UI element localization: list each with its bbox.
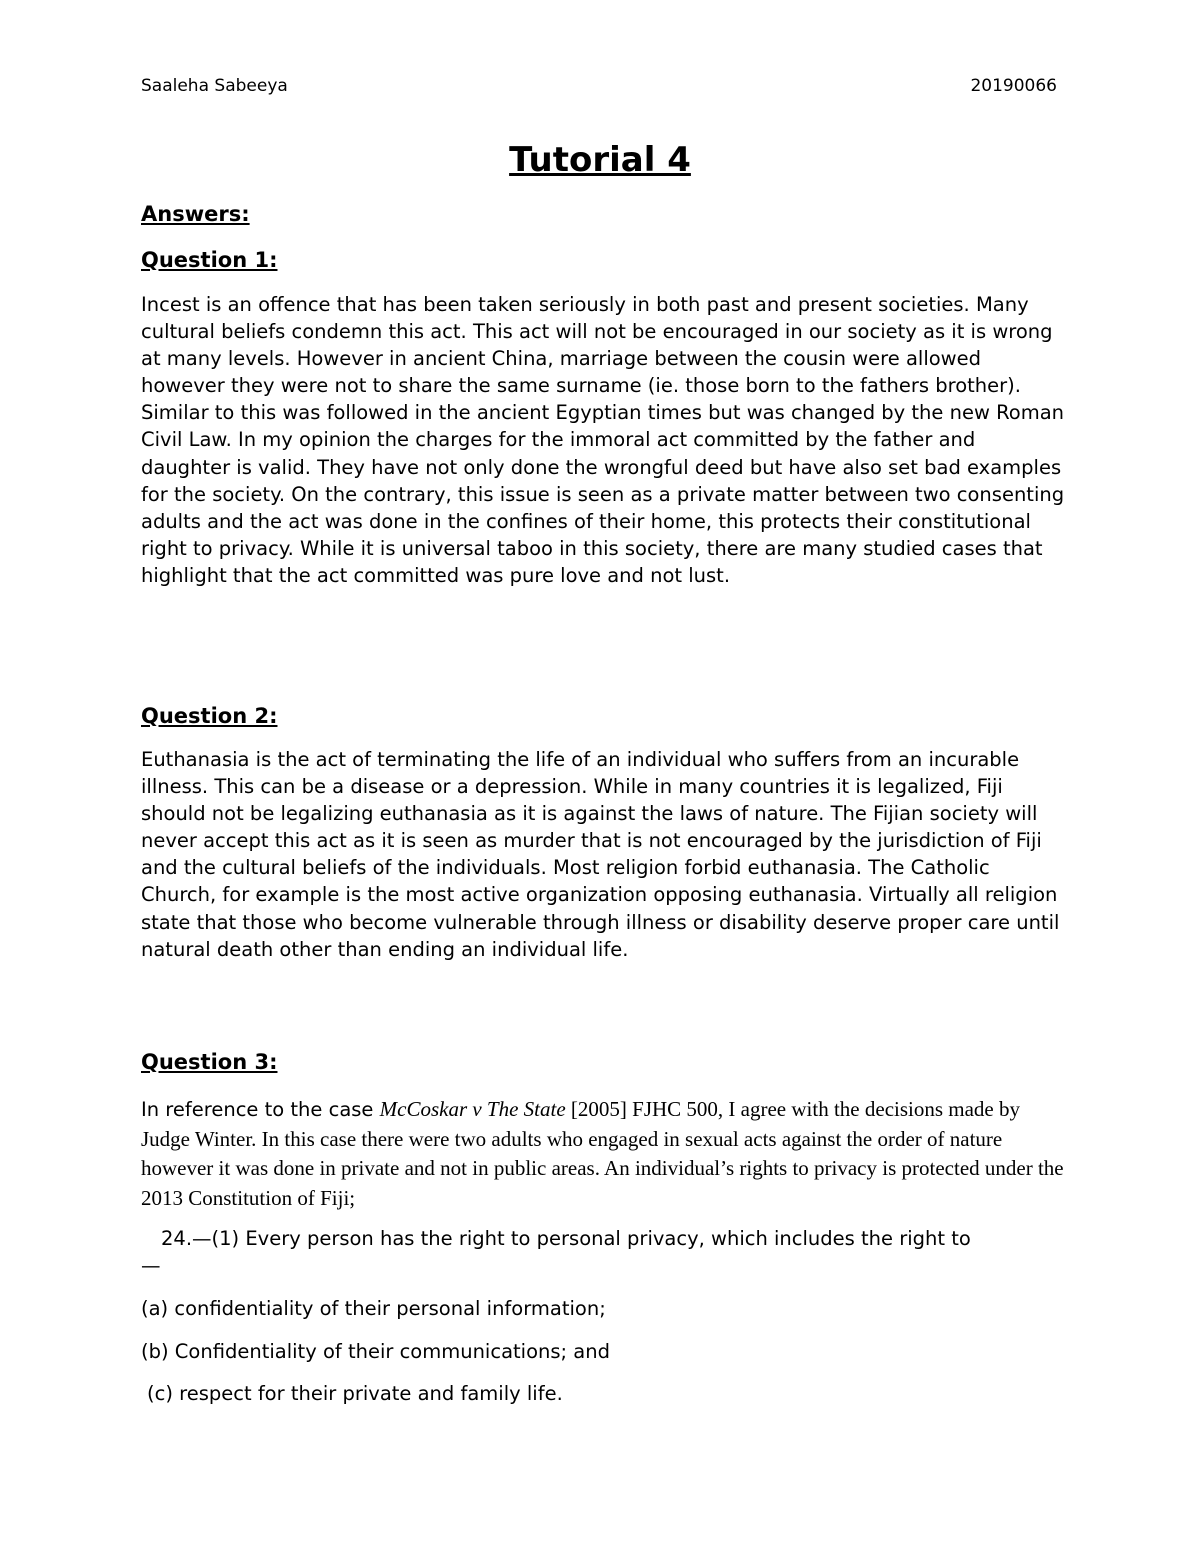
page-title: Tutorial 4 bbox=[509, 140, 691, 180]
constitution-section-line1: 24.—(1) Every person has the right to personal privacy, which includes the right to bbox=[161, 1227, 971, 1250]
question-2-heading: Question 2: bbox=[141, 704, 278, 728]
question-1-heading: Question 1: bbox=[141, 248, 278, 272]
constitution-item-a: (a) confidentiality of their personal information; bbox=[141, 1297, 606, 1320]
student-id: 20190066 bbox=[970, 76, 1057, 96]
case-name: McCoskar v The State bbox=[379, 1097, 566, 1121]
intro-serif-text: [2005] FJHC 500, I agree with the decisions made by Judge Winter. In this case there were two adults who engaged in sexual acts against the order of nature however it was done in private and not in public areas. An individual’s rights to privacy is protected under the 2013 Constitution of Fiji; bbox=[141, 1097, 1064, 1210]
question-1-answer: Incest is an offence that has been taken seriously in both past and present societies. Many cultural beliefs condemn this act. This act will not be encouraged in our society as it is wrong at many levels. However in ancient China, marriage between the cousin were allowed however they were not to share the same surname (ie. those born to the fathers brother). Similar to this was followed in the ancient Egyptian times but was changed by the new Roman Civil Law. In my opinion the charges for the immoral act committed by the father and daughter is valid. They have not only done the wrongful deed but have also set bad examples for the society. On the contrary, this issue is seen as a private matter between two consenting adults and the act was done in the confines of their home, this protects their constitutional right to privacy. While it is universal taboo in this society, there are many studied cases that highlight that the act committed was pure love and not lust. bbox=[141, 293, 1065, 587]
intro-prefix: In reference to the case bbox=[141, 1098, 380, 1121]
constitution-item-c: (c) respect for their private and family life. bbox=[147, 1382, 563, 1405]
constitution-section-line2: — bbox=[141, 1254, 161, 1277]
constitution-item-b: (b) Confidentiality of their communications; and bbox=[141, 1340, 610, 1363]
question-2-answer: Euthanasia is the act of terminating the life of an individual who suffers from an incurable illness. This can be a disease or a depression. While in many countries it is legalized, Fiji should not be legalizing euthanasia as it is against the laws of nature. The Fijian society will never accept this act as it is seen as murder that is not encouraged by the jurisdiction of Fiji and the cultural beliefs of the individuals. Most religion forbid euthanasia. The Catholic Church, for example is the most active organization opposing euthanasia. Virtually all religion state that those who become vulnerable through illness or disability deserve proper care until natural death other than ending an individual life. bbox=[141, 748, 1060, 961]
author-name: Saaleha Sabeeya bbox=[141, 76, 288, 96]
question-3-heading: Question 3: bbox=[141, 1050, 278, 1074]
answers-heading: Answers: bbox=[141, 202, 250, 226]
question-3-intro bbox=[141, 1095, 1066, 1213]
